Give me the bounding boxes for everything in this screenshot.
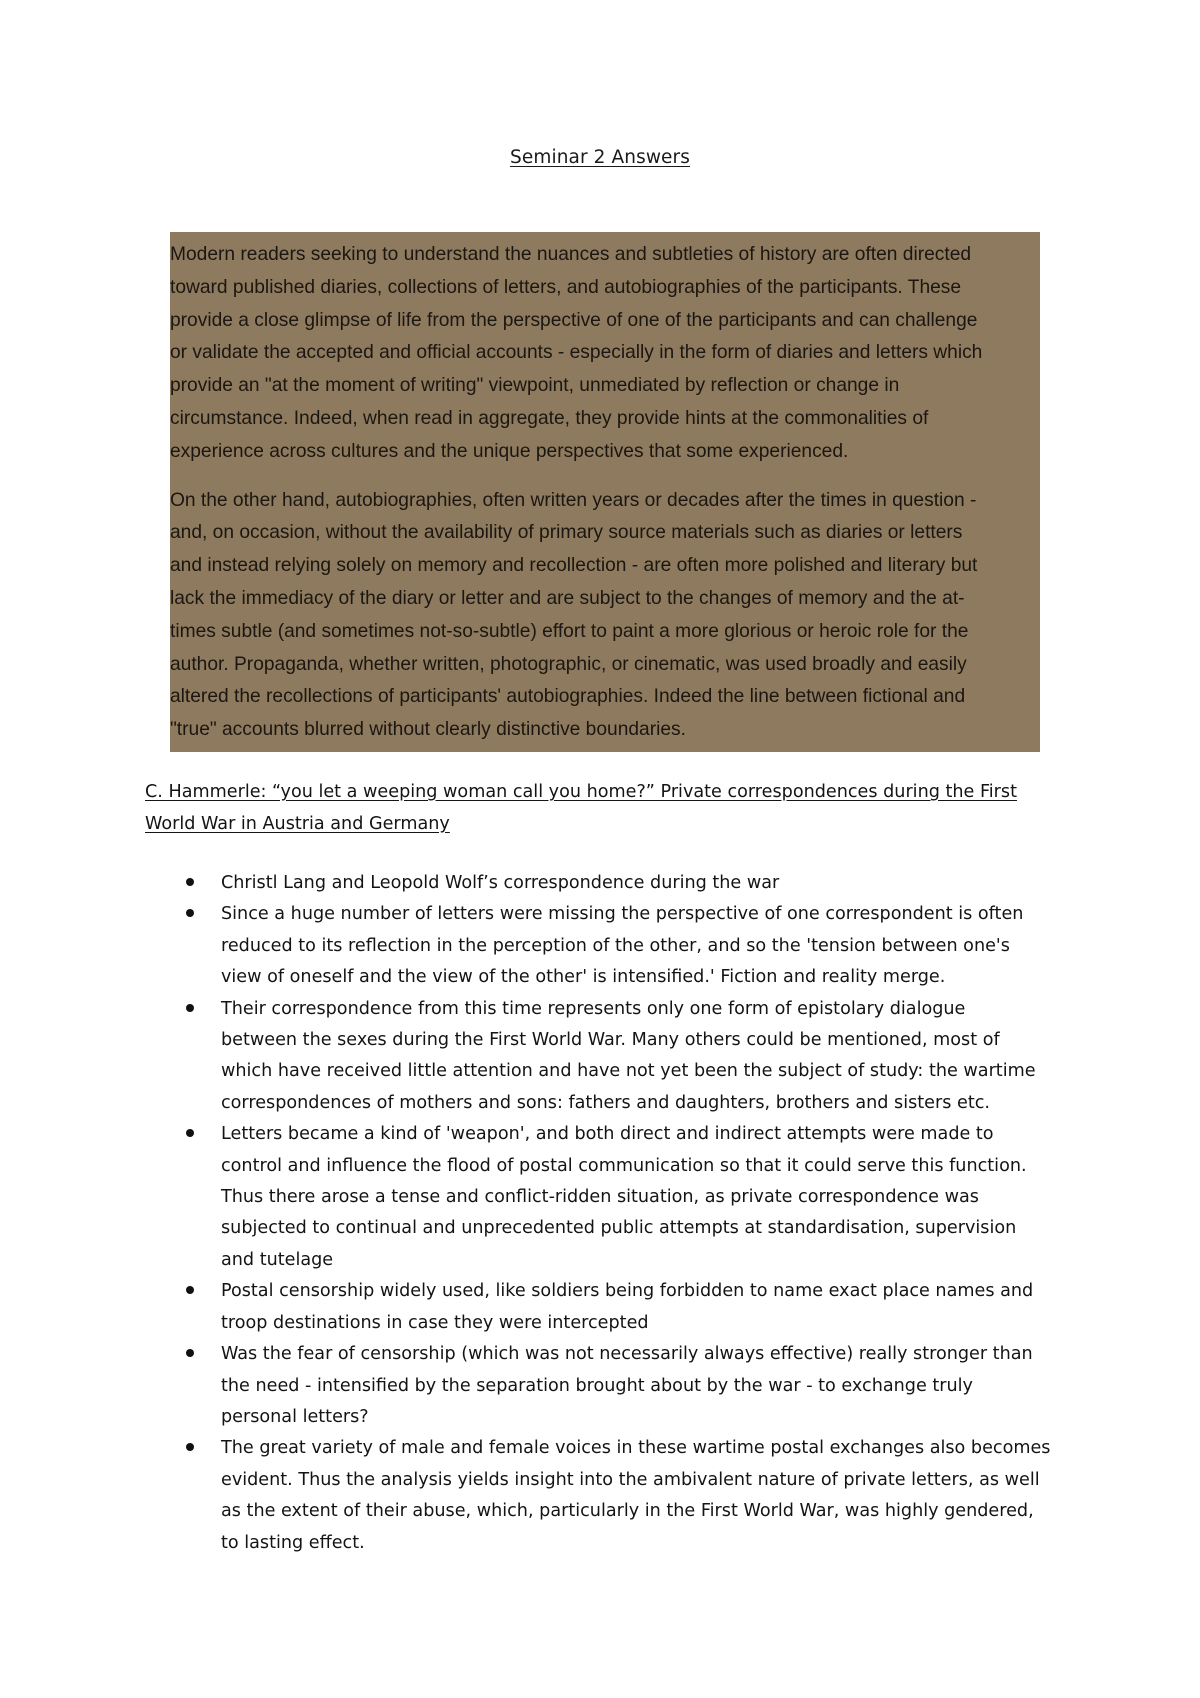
list-item-line: between the sexes during the First World War. Many others could be mentioned, most of (221, 1030, 1000, 1051)
list-item-line: troop destinations in case they were intercepted (221, 1312, 649, 1333)
bullet-list (145, 868, 1065, 1559)
quote-line: lack the immediacy of the diary or letter and are subject to the changes of memory and the at- (170, 587, 965, 609)
list-item-line: Letters became a kind of 'weapon', and both direct and indirect attempts were made to (221, 1124, 994, 1145)
quote-paragraph (170, 485, 1038, 747)
list-item-line: Their correspondence from this time represents only one form of epistolary dialogue (221, 998, 966, 1019)
section-heading-line: C. Hammerle: “you let a weeping woman call you home?” Private correspondences during the First (145, 782, 1017, 802)
bullet-icon (186, 878, 194, 886)
list-item-line: Postal censorship widely used, like soldiers being forbidden to name exact place names and (221, 1281, 1034, 1302)
list-item-line: control and influence the flood of postal communication so that it could serve this function. (221, 1155, 1027, 1176)
quote-line: author. Propaganda, whether written, photographic, or cinematic, was used broadly and easily (170, 653, 967, 675)
list-item-line: Was the fear of censorship (which was not necessarily always effective) really stronger than (221, 1344, 1033, 1365)
bullet-icon (186, 1286, 194, 1294)
page-title: Seminar 2 Answers (510, 147, 690, 168)
quote-line: times subtle (and sometimes not-so-subtle) effort to paint a more glorious or heroic role for the (170, 620, 969, 642)
list-item (145, 1276, 1065, 1339)
quote-block (170, 232, 1040, 752)
quote-line: and instead relying solely on memory and recollection - are often more polished and literary but (170, 555, 978, 577)
list-item (145, 1339, 1065, 1433)
bullet-icon (186, 1349, 194, 1357)
quote-line: provide a close glimpse of life from the perspective of one of the participants and can challenge (170, 309, 978, 331)
section-heading-line: World War in Austria and Germany (145, 814, 450, 834)
bullet-icon (186, 1443, 194, 1451)
list-item-line: evident. Thus the analysis yields insight into the ambivalent nature of private letters, as well (221, 1469, 1040, 1490)
bullet-icon (186, 1004, 194, 1012)
list-item-line: Since a huge number of letters were missing the perspective of one correspondent is often (221, 904, 1024, 925)
list-item-line: subjected to continual and unprecedented public attempts at standardisation, supervision (221, 1218, 1017, 1239)
list-item-line: the need - intensified by the separation brought about by the war - to exchange truly (221, 1375, 973, 1396)
quote-line: altered the recollections of participants' autobiographies. Indeed the line between fictional and (170, 686, 966, 708)
list-item-line: to lasting effect. (221, 1532, 365, 1553)
list-item-line: Thus there arose a tense and conflict-ridden situation, as private correspondence was (221, 1187, 979, 1208)
quote-line: or validate the accepted and official accounts - especially in the form of diaries and letters which (170, 342, 983, 364)
list-item (145, 1119, 1065, 1276)
list-item-line: reduced to its reflection in the perception of the other, and so the 'tension between one's (221, 935, 1010, 956)
bullet-icon (186, 1129, 194, 1137)
list-item (145, 899, 1065, 993)
quote-line: provide an "at the moment of writing" viewpoint, unmediated by reflection or change in (170, 375, 900, 397)
bullet-icon (186, 909, 194, 917)
quote-line: toward published diaries, collections of letters, and autobiographies of the participants. These (170, 276, 962, 298)
list-item-line: Christl Lang and Leopold Wolf’s correspondence during the war (221, 873, 780, 893)
list-item-line: as the extent of their abuse, which, particularly in the First World War, was highly gendered, (221, 1501, 1034, 1522)
quote-line: Modern readers seeking to understand the nuances and subtleties of history are often directed (170, 244, 972, 265)
quote-line: On the other hand, autobiographies, often written years or decades after the times in question - (170, 489, 977, 511)
quote-line: experience across cultures and the unique perspectives that some experienced. (170, 440, 849, 462)
quote-line: circumstance. Indeed, when read in aggregate, they provide hints at the commonalities of (170, 407, 929, 429)
quote-paragraph (170, 239, 1038, 469)
quote-line: "true" accounts blurred without clearly distinctive boundaries. (170, 719, 686, 741)
list-item-line: view of oneself and the view of the other' is intensified.' Fiction and reality merge. (221, 967, 946, 988)
list-item (145, 868, 1065, 899)
list-item-line: The great variety of male and female voices in these wartime postal exchanges also becomes (221, 1438, 1051, 1459)
quote-line: and, on occasion, without the availability of primary source materials such as diaries or letters (170, 522, 963, 544)
list-item-line: personal letters? (221, 1406, 369, 1427)
list-item-line: correspondences of mothers and sons: fathers and daughters, brothers and sisters etc. (221, 1092, 990, 1113)
section-heading (145, 776, 1065, 840)
list-item (145, 994, 1065, 1120)
list-item-line: which have received little attention and have not yet been the subject of study: the wartime (221, 1061, 1036, 1082)
list-item (145, 1433, 1065, 1559)
list-item-line: and tutelage (221, 1249, 334, 1270)
